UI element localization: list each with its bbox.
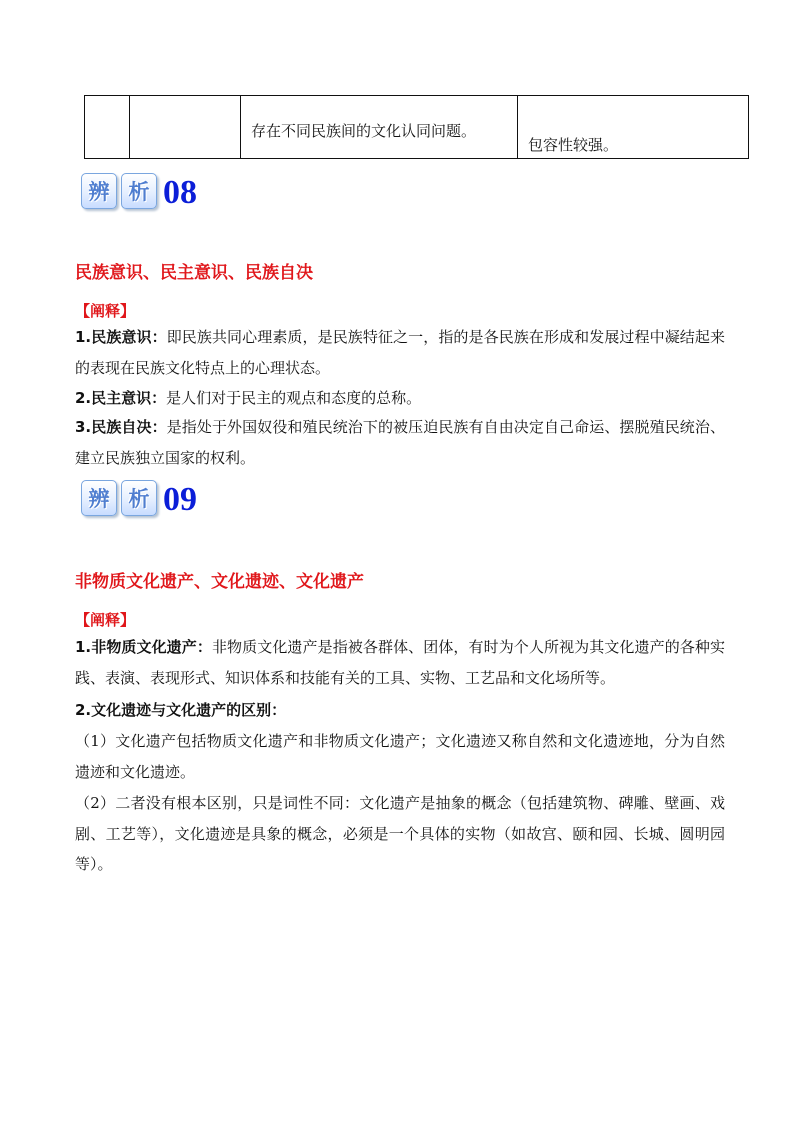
term-separator: ： (151, 389, 167, 407)
badge-number: 09 (163, 481, 197, 518)
paragraph: （1）文化遗产包括物质文化遗产和非物质文化遗产；文化遗迹又称自然和文化遗迹地，分为自然遗迹和文化遗迹。 (75, 732, 725, 781)
section-badge-09 (81, 480, 197, 516)
comparison-table (84, 95, 749, 159)
term-label: 2.文化遗迹与文化遗产的区别 (75, 701, 272, 719)
badge-number: 08 (163, 174, 197, 211)
badge-tile: 析 (121, 173, 157, 209)
badge-tile: 辨 (81, 173, 117, 209)
term-text: 是指处于外国奴役和殖民统治下的被压迫民族有自由决定自己命运、摆脱殖民统治、建立民族独立国家的权利。 (75, 418, 725, 467)
list-item (75, 632, 725, 693)
section-title: 非物质文化遗产、文化遗迹、文化遗产 (75, 572, 364, 592)
term-label: 2.民主意识 (75, 389, 152, 407)
list-item (75, 695, 725, 726)
badge-tile: 辨 (81, 480, 117, 516)
badge-tile: 析 (121, 480, 157, 516)
section-badge-08 (81, 173, 197, 209)
term-text: 即民族共同心理素质，是民族特征之一，指的是各民族在形成和发展过程中凝结起来的表现在民族文化特点上的心理状态。 (75, 328, 725, 377)
term-label: 3.民族自决 (75, 418, 152, 436)
table-row (85, 96, 749, 159)
term-label: 1.民族意识 (75, 328, 152, 346)
paragraph: （2）二者没有根本区别，只是词性不同：文化遗产是抽象的概念（包括建筑物、碑雕、壁画、戏剧、工艺等），文化遗迹是具象的概念，必须是一个具体的实物（如故宫、颐和园、长城、圆明园等）。 (75, 794, 725, 873)
term-label: 1.非物质文化遗产 (75, 638, 197, 656)
term-text: 非物质文化遗产是指被各群体、团体，有时为个人所视为其文化遗产的各种实践、表演、表现形式、知识体系和技能有关的工具、实物、工艺品和文化场所等。 (75, 638, 725, 687)
term-text: 是人们对于民主的观点和态度的总称。 (166, 389, 422, 407)
list-item (75, 383, 725, 414)
list-item (75, 412, 725, 473)
table-cell: 存在不同民族间的文化认同问题。 (241, 96, 518, 159)
table-cell (85, 96, 130, 159)
list-item (75, 322, 725, 383)
term-separator: ： (151, 328, 167, 346)
explain-label: 【阐释】 (75, 302, 136, 320)
term-separator: ： (196, 638, 212, 656)
table-cell (130, 96, 241, 159)
explain-label: 【阐释】 (75, 611, 136, 629)
section-title: 民族意识、民主意识、民族自决 (75, 263, 313, 283)
term-separator: ： (151, 418, 167, 436)
table-cell: 包容性较强。 (518, 96, 749, 159)
term-separator: ： (271, 701, 287, 719)
